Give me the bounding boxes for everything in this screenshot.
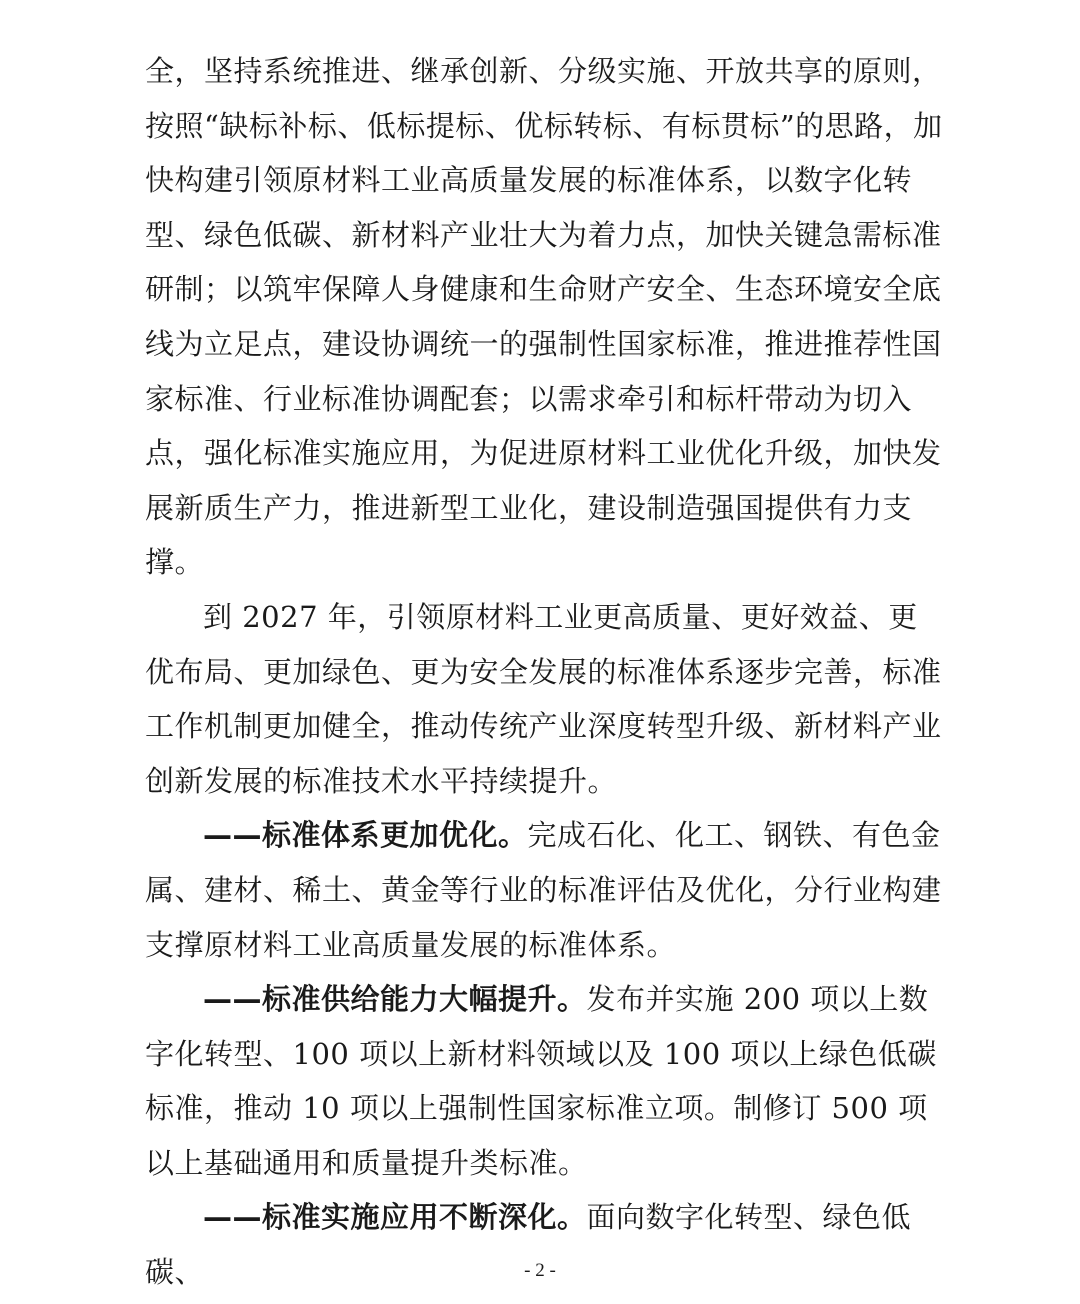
goal-text: 发布并实施 200 项以上数字化转型、100 项以上新材料领域以及 100 项以上绿色低碳标准，推动 10 项以上强制性国家标准立项。制修订 500 项以上基础通用和质量提升类标准。	[145, 982, 937, 1180]
goal-standard-supply	[145, 972, 945, 1190]
goal-text: 面向数字化转型、绿色低碳、	[145, 1200, 912, 1290]
goal-standard-system	[145, 808, 945, 972]
paragraph-principles: 全，坚持系统推进、继承创新、分级实施、开放共享的原则，按照“缺标补标、低标提标、优标转标、有标贯标”的思路，加快构建引领原材料工业高质量发展的标准体系，以数字化转型、绿色低碳、新材料产业壮大为着力点，加快关键急需标准研制；以筑牢保障人身健康和生命财产安全、生态环境安全底线为立足点，建设协调统一的强制性国家标准，推进推荐性国家标准、行业标准协调配套；以需求牵引和标杆带动为切入点，强化标准实施应用，为促进原材料工业优化升级，加快发展新质生产力，推进新型工业化，建设制造强国提供有力支撑。	[145, 54, 943, 580]
goal-lead: ——标准供给能力大幅提升。	[203, 982, 587, 1017]
goal-text: 完成石化、化工、钢铁、有色金属、建材、稀土、黄金等行业的标准评估及优化，分行业构建支撑原材料工业高质量发展的标准体系。	[145, 818, 942, 962]
goal-lead: ——标准实施应用不断深化。	[203, 1200, 587, 1235]
page-number: - 2 -	[524, 1260, 556, 1281]
goal-standard-application	[145, 1190, 945, 1299]
paragraph-2027-target: 到 2027 年，引领原材料工业更高质量、更好效益、更优布局、更加绿色、更为安全发展的标准体系逐步完善，标准工作机制更加健全，推动传统产业深度转型升级、新材料产业创新发展的标准技术水平持续提升。	[145, 599, 942, 798]
document-body	[145, 44, 945, 1300]
goal-lead: ——标准体系更加优化。	[203, 818, 528, 853]
